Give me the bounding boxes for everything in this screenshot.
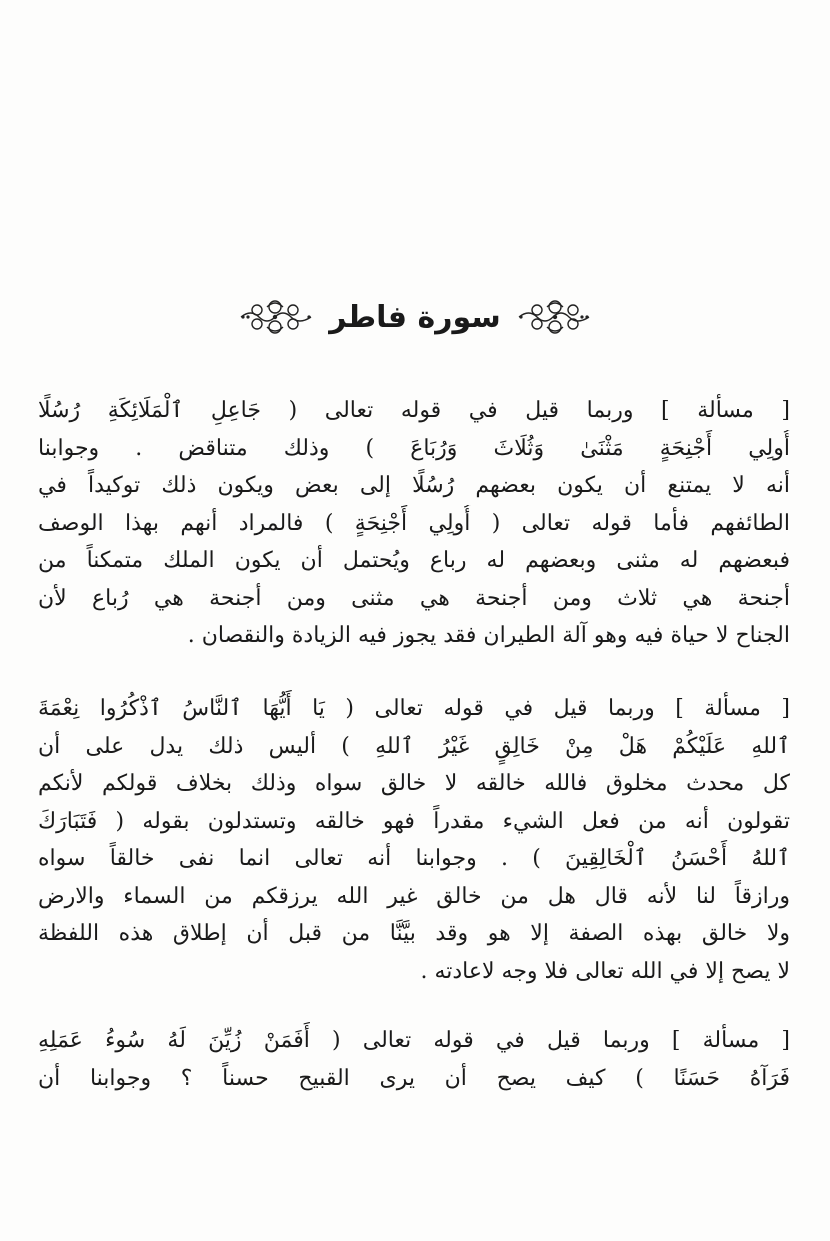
text-line: فبعضهم له مثنى وبعضهم له رباع ويُحتمل أن يكون الملك متمكناً من bbox=[38, 548, 790, 573]
paragraph-2 bbox=[38, 690, 790, 990]
text-line: [ مسألة ] وربما قيل في قوله تعالى ( جَاعِلِ ٱلْمَلَائِكَةِ رُسُلًا bbox=[38, 398, 790, 423]
surah-title: سورة فاطر bbox=[329, 299, 501, 335]
text-line: لا يصح إلا في الله تعالى فلا وجه لاعادته . bbox=[420, 958, 790, 984]
surah-header bbox=[0, 292, 830, 342]
text-line: تقولون أنه من فعل الشيء مقدراً فهو خالقه وتستدلون بقوله ( فَتَبَارَكَ bbox=[38, 808, 790, 834]
text-line: ولا خالق بهذه الصفة إلا هو وقد بيَّنَّا من قبل أن إطلاق هذه اللفظة bbox=[38, 921, 790, 946]
text-line: أجنحة هي ثلاث ومن أجنحة هي مثنى ومن أجنحة هي رُباع لأن bbox=[38, 585, 790, 611]
text-line: ٱللهِ عَلَيْكُمْ هَلْ مِنْ خَالِقٍ غَيْرُ ٱللهِ ) أليس ذلك يدل على أن bbox=[38, 733, 790, 759]
text-line: أُولِي أَجْنِحَةٍ مَثْنَىٰ وَثُلَاثَ وَرُبَاعَ ) وذلك متناقض . وجوابنا bbox=[38, 435, 790, 461]
text-line: ورازقاً لنا لأنه قال هل من خالق غير الله يرزقكم من السماء والارض bbox=[38, 883, 790, 909]
text-line: الطائفهم فأما قوله تعالى ( أُولِي أَجْنِحَةٍ ) فالمراد أنهم بهذا الوصف bbox=[38, 510, 790, 536]
text-line: ٱللهُ أَحْسَنُ ٱلْخَالِقِينَ ) . وجوابنا أنه تعالى انما نفى خالقاً سواه bbox=[38, 846, 790, 871]
floral-ornament-right-icon bbox=[515, 297, 593, 337]
text-line: فَرَآهُ حَسَنًا ) كيف يصح أن يرى القبيح حسناً ؟ وجوابنا أن bbox=[38, 1065, 790, 1091]
text-line: كل محدث مخلوق فالله خالقه لا خالق سواه وذلك بخلاف قولكم لأنكم bbox=[38, 771, 790, 796]
paragraph-1 bbox=[38, 392, 790, 655]
text-line: أنه لا يمتنع أن يكون بعضهم رُسُلًا إلى بعض ويكون ذلك توكيداً في bbox=[38, 473, 790, 498]
text-line: [ مسألة ] وربما قيل في قوله تعالى ( أَفَمَنْ زُيِّنَ لَهُ سُوءُ عَمَلِهِ bbox=[38, 1028, 790, 1053]
paragraph-3 bbox=[38, 1022, 790, 1097]
text-line: [ مسألة ] وربما قيل في قوله تعالى ( يَا أَيُّهَا ٱلنَّاسُ ٱذْكُرُوا نِعْمَةَ bbox=[38, 696, 790, 721]
floral-ornament-left-icon bbox=[237, 297, 315, 337]
text-line: الجناح لا حياة فيه وهو آلة الطيران فقد يجوز فيه الزيادة والنقصان . bbox=[187, 623, 790, 648]
